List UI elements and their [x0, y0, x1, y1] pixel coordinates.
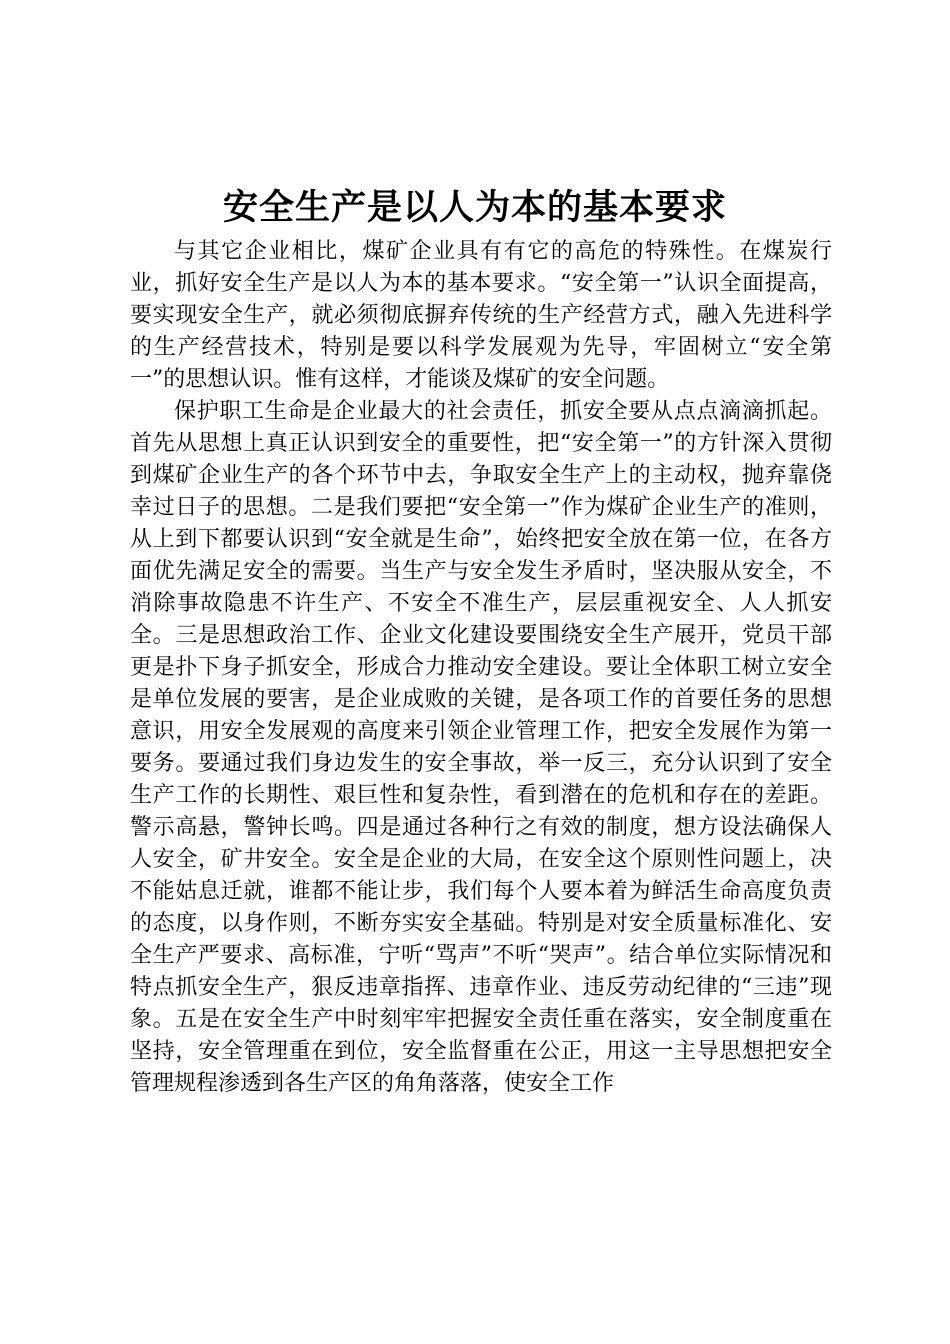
paragraph-2: 保护职工生命是企业最大的社会责任，抓安全要从点点滴滴抓起。首先从思想上真正认识到安全的重要性，把“安全第一”的方针深入贯彻到煤矿企业生产的各个环节中去，争取安全生产上的主动权，抛弃靠侥幸过日子的思想。二是我们要把“安全第一”作为煤矿企业生产的准则，从上到下都要认识到“安全就是生命”，始终把安全放在第一位，在各方面优先满足安全的需要。当生产与安全发生矛盾时，坚决服从安全，不消除事故隐患不许生产、不安全不准生产，层层重视安全、人人抓安全。三是思想政治工作、企业文化建设要围绕安全生产展开，党员干部更是扑下身子抓安全，形成合力推动安全建设。要让全体职工树立安全是单位发展的要害，是企业成败的关键，是各项工作的首要任务的思想意识，用安全发展观的高度来引领企业管理工作，把安全发展作为第一要务。要通过我们身边发生的安全事故，举一反三，充分认识到了安全生产工作的长期性、艰巨性和复杂性，看到潜在的危机和存在的差距。警示高悬，警钟长鸣。四是通过各种行之有效的制度，想方设法确保人人安全，矿井安全。安全是企业的大局，在安全这个原则性问题上，决不能姑息迁就，谁都不能让步，我们每个人要本着为鲜活生命高度负责的态度，以身作则，不断夯实安全基础。特别是对安全质量标准化、安全生产严要求、高标准，宁听“骂声”不听“哭声”。结合单位实际情况和特点抓安全生产，狠反违章指挥、违章作业、违反劳动纪律的“三违”现象。五是在安全生产中时刻牢牢把握安全责任重在落实，安全制度重在坚持，安全管理重在到位，安全监督重在公正，用这一主导思想把安全管理规程渗透到各生产区的角角落落，使安全工作 — [130, 399, 832, 1096]
document-body — [130, 236, 832, 1100]
document-title: 安全生产是以人为本的基本要求 — [222, 187, 727, 228]
paragraph-1: 与其它企业相比，煤矿企业具有有它的高危的特殊性。在煤炭行业，抓好安全生产是以人为本的基本要求。“安全第一”认识全面提高，要实现安全生产，就必须彻底摒弃传统的生产经营方式，融入先进科学的生产经营技术，特别是要以科学发展观为先导，牢固树立“安全第一”的思想认识。惟有这样，才能谈及煤矿的安全问题。 — [130, 239, 832, 392]
